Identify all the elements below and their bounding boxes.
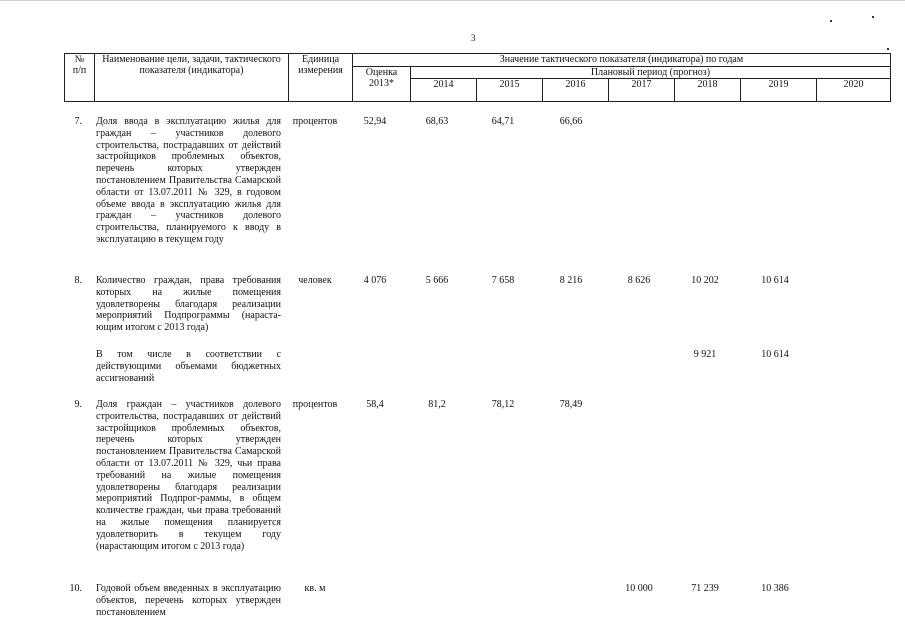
value-2019: 10 386 [761,583,789,594]
value-2013: 58,4 [366,399,384,410]
row-number: 10. [69,583,82,594]
header-year: 2020 [817,79,891,102]
row-text: Количество граждан, права требования которых на жилые помещения удовлетворены благодаря реализации мероприятий Подпрограммы (нараста-ющим итогом с 2013 года) [96,275,281,334]
row-text: Доля граждан – участников долевого строительства, пострадавших от действий застройщиков проблемных объектов, перечень которых утвержден постановлением Правительства Самарской области от 13.07.2011 № 329, чьи права требований на жилые помещения удовлетворены благодаря реализации мероприятий Подпрог-раммы, в общем количестве граждан, чьи права требований на жилые помещения планируется удовлетворить в текущем году (нарастающим итогом с 2013 года) [96,399,281,552]
value-2014: 68,63 [425,116,449,127]
header-plan-period: Плановый период (прогноз) [411,67,891,79]
table-header [64,53,891,102]
value-2018: 71 239 [691,583,719,594]
header-estimate: Оценка 2013* [353,67,411,102]
row-unit: человек [298,275,332,286]
value-2019: 10 614 [761,275,789,286]
value-2018: 10 202 [691,275,719,286]
scan-speck [830,20,832,22]
header-year: 2019 [741,79,817,102]
value-2016: 78,49 [559,399,583,410]
value-2017: 10 000 [625,583,653,594]
value-2013: 52,94 [363,116,387,127]
scan-top-edge [0,0,905,1]
row-number: 9. [74,399,82,410]
value-2015: 7 658 [491,275,515,286]
value-2014: 81,2 [428,399,446,410]
value-2018: 9 921 [693,349,717,360]
header-year: 2016 [543,79,609,102]
scan-speck [872,16,874,18]
header-unit: Единица измерения [289,54,353,102]
header-values-title: Значение тактического показателя (индикатора) по годам [353,54,891,67]
value-2017: 8 626 [627,275,651,286]
page-number: 3 [471,33,476,43]
row-unit: процентов [292,399,338,410]
value-2013: 4 076 [363,275,387,286]
header-year: 2015 [477,79,543,102]
row-text: В том числе в соответствии с действующими объемами бюджетных ассигнований [96,349,281,384]
value-2015: 78,12 [491,399,515,410]
row-number: 7. [74,116,82,127]
row-text: Доля ввода в эксплуатацию жилья для граждан – участников долевого строительства, пострадавших от действий застройщиков проблемных объектов, перечень которых утвержден постановлением Правительства Самарской области от 13.07.2011 № 329, в годовом объеме ввода в эксплуатацию жилья для граждан – участников долевого строительства, планируемого к вводу в эксплуатацию в текущем году [96,116,281,245]
header-name: Наименование цели, задачи, тактического показателя (индикатора) [95,54,289,102]
header-year: 2018 [675,79,741,102]
row-number: 8. [74,275,82,286]
header-year: 2014 [411,79,477,102]
header-year: 2017 [609,79,675,102]
row-unit: кв. м [304,583,326,594]
value-2016: 8 216 [559,275,583,286]
header-no: № п/п [65,54,95,102]
value-2016: 66,66 [559,116,583,127]
value-2014: 5 666 [425,275,449,286]
scan-speck [887,48,889,50]
row-text: Годовой объем введенных в эксплуатацию объектов, перечень которых утвержден постановлением [96,583,281,618]
value-2019: 10 614 [761,349,789,360]
row-unit: процентов [292,116,338,127]
value-2015: 64,71 [491,116,515,127]
